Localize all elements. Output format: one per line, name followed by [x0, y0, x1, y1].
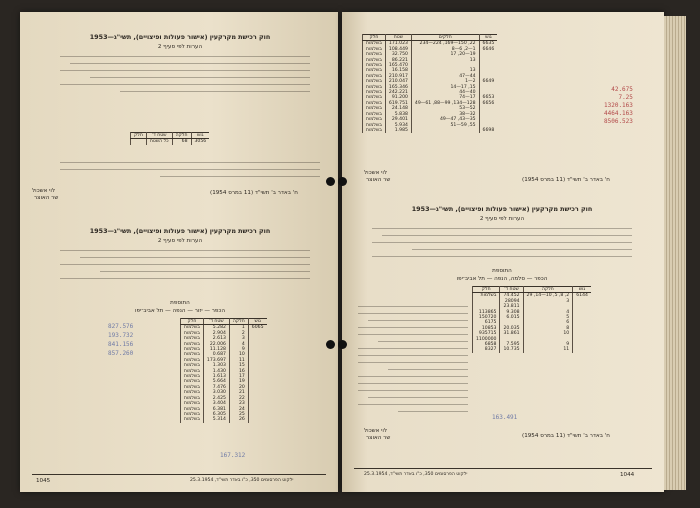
table-cell: בשלמות	[363, 74, 386, 79]
table-cell: 11.128	[203, 347, 229, 352]
table-cell: 13	[411, 58, 479, 63]
table-cell: בשלמות	[363, 68, 386, 73]
table-cell: בשלמות	[181, 342, 204, 347]
table-cell: 2.613	[203, 336, 229, 341]
table-cell: 6.305	[203, 412, 229, 417]
table-cell: בשלמות	[181, 325, 204, 331]
table-header-cell: חלק	[363, 35, 386, 41]
left-mid-notice-heading: הערות לפי סעיף 2	[157, 238, 203, 244]
table-header-cell: חלקה	[229, 319, 248, 325]
left-mid-body-text	[60, 248, 310, 288]
table-cell: בשלמות	[181, 347, 204, 352]
table-header-cell: חלק	[473, 287, 500, 293]
table-cell: בשלמות	[181, 385, 204, 390]
table-cell	[411, 128, 479, 133]
table-cell: 5.282	[203, 325, 229, 331]
table-cell: 1.985	[385, 128, 411, 133]
table-cell: 68	[172, 139, 191, 145]
table-cell: בשלמות	[363, 112, 386, 117]
right-mid-notice-heading: הערות לפי סעיף 2	[479, 216, 525, 222]
table-cell: 6646	[479, 47, 497, 52]
handwritten-margin-notes-right: 42.675 7.25 1320.163 4464.163 8506.523	[604, 86, 633, 125]
table-cell: בשלמות	[181, 379, 204, 384]
table-cell: 7.476	[203, 385, 229, 390]
table-cell: 5.664	[203, 379, 229, 384]
table-header-cell: גוש	[191, 133, 209, 139]
table-cell: 44—47	[411, 74, 479, 79]
table-cell: 10	[523, 331, 573, 336]
table-cell: 23	[229, 401, 248, 406]
table-cell: 40—44	[411, 90, 479, 95]
table-cell: 74.452	[500, 293, 523, 299]
table-cell: 9	[229, 347, 248, 352]
table-cell: 2.425	[203, 396, 229, 401]
table-cell: 5	[523, 315, 573, 320]
table-cell: בשלמות	[363, 52, 386, 57]
table-cell: 19	[229, 379, 248, 384]
right-mid-description-column	[358, 302, 468, 422]
table-cell: 13	[411, 68, 479, 73]
table-cell: 1—2, 6—8	[411, 47, 479, 52]
table-header-cell: חלק	[131, 133, 147, 139]
table-cell: 3.030	[203, 390, 229, 395]
left-top-signature-name: לוי אשכול	[32, 188, 56, 194]
table-cell: 8	[523, 326, 573, 331]
table-cell: 17	[229, 374, 248, 379]
right-mid-table-title: התוספת	[492, 268, 512, 274]
table-cell: בשלמות	[363, 47, 386, 52]
right-top-date: ח' באדר ב' תשי"ד (11 במרס 1954)	[522, 177, 610, 183]
table-cell: 150720	[473, 315, 500, 320]
table-cell: בשלמות	[181, 407, 204, 412]
table-cell: 242.221	[385, 90, 411, 95]
table-cell: 24.148	[385, 106, 411, 111]
table-cell: 17—74	[411, 95, 479, 100]
table-cell: 35—43, 47—49	[411, 117, 479, 122]
table-cell: בשלמות	[363, 63, 386, 68]
table-cell: בשלמות	[363, 106, 386, 111]
table-cell: 55, 59—51	[411, 123, 479, 128]
table-cell: 6656	[479, 101, 497, 106]
handwritten-margin-notes: 827.576 193.732 841.156 857.260	[108, 323, 134, 357]
table-cell: בשלמות	[181, 374, 204, 379]
table-cell: 10853	[473, 326, 500, 331]
table-cell: בשלמות	[181, 401, 204, 406]
table-cell: 935715	[473, 331, 500, 336]
table-cell: 173.697	[203, 358, 229, 363]
table-cell: 108.449	[385, 47, 411, 52]
right-page-number: 1044	[620, 472, 635, 478]
table-header-cell: גוש	[479, 35, 497, 41]
left-footer-rule	[32, 474, 326, 475]
table-cell: 6144	[573, 293, 591, 299]
page-edges	[664, 16, 686, 490]
right-mid-signature-role: שר האוצר	[366, 435, 391, 441]
table-cell: בשלמות	[181, 412, 204, 417]
table-cell: 8327	[473, 347, 500, 352]
table-cell: 20	[229, 385, 248, 390]
table-cell: בשלמות	[181, 369, 204, 374]
table-cell: 2.904	[203, 331, 229, 336]
right-mid-signature-name: לוי אשכול	[364, 428, 388, 434]
right-footer-issue: ילקוט הפרסומים 350, כ"ו באדר תשי"ד, 25.3.1954	[364, 472, 468, 477]
table-cell: 52—53	[411, 106, 479, 111]
table-cell: בשלמות	[363, 79, 386, 84]
left-top-footnote	[60, 160, 320, 180]
table-cell: 6.015	[500, 315, 523, 320]
table-cell: 619.751	[385, 101, 411, 106]
handwritten-bottom-note-right: 163.491	[492, 414, 518, 421]
table-cell: 7.595	[500, 342, 523, 347]
table-cell: 28094	[500, 299, 523, 304]
table-cell: 3	[523, 299, 573, 304]
table-cell: כל השטח	[146, 139, 172, 145]
table-cell: 4	[523, 310, 573, 315]
table-cell: 22.006	[203, 342, 229, 347]
table-cell: 31.861	[500, 331, 523, 336]
table-cell: 10	[229, 352, 248, 357]
table-cell: 1.430	[203, 369, 229, 374]
table-cell: 6.381	[203, 407, 229, 412]
table-header-cell: שטח ד'	[203, 319, 229, 325]
table-cell: בשלמות	[181, 336, 204, 341]
table-cell: בשלמות	[363, 117, 386, 122]
table-cell: 20.035	[500, 326, 523, 331]
left-footer-issue: ילקוט הפרסומים 350, כ"ו באדר תשי"ד, 25.3.1954	[190, 478, 294, 483]
table-header-cell: חלקה	[172, 133, 191, 139]
table-cell: 6649	[479, 79, 497, 84]
left-page-number: 1045	[36, 478, 51, 484]
table-row	[181, 417, 267, 422]
right-mid-table-subtitle: הכפר — סלמה, הנפה — תל אביב־יפו	[456, 276, 548, 282]
table-cell: בשלמות	[363, 58, 386, 63]
table-cell: בשלמות	[181, 331, 204, 336]
table-cell: 22	[229, 396, 248, 401]
table-cell: בשלמות	[363, 123, 386, 128]
left-page	[20, 12, 338, 492]
table-header-cell: חלקה	[523, 287, 573, 293]
table-cell: 11	[229, 358, 248, 363]
table-cell: בשלמות	[181, 390, 204, 395]
table-cell: 2	[229, 331, 248, 336]
left-mid-table	[180, 318, 267, 423]
table-cell: 1100000	[473, 337, 500, 342]
left-mid-table-title: התוספת	[170, 300, 190, 306]
table-cell: 165.346	[385, 85, 411, 90]
left-top-notice-heading: הערות לפי סעיף 2	[157, 44, 203, 50]
table-cell: בשלמות	[363, 90, 386, 95]
table-cell: בשלמות	[363, 41, 386, 47]
table-row	[473, 347, 591, 352]
table-cell: 11	[523, 347, 573, 352]
right-mid-title: חוק רכישת מקרקעין (אישור פעולות ופיצויים), תשי"ג—1953	[411, 205, 593, 213]
left-top-title: חוק רכישת מקרקעין (אישור פעולות ופיצויים), תשי"ג—1953	[89, 33, 271, 41]
table-cell: 5.934	[385, 123, 411, 128]
table-cell: 23.811	[500, 304, 523, 309]
table-cell: 6175	[473, 320, 500, 325]
table-header-cell: שטח ד'	[500, 287, 523, 293]
table-cell: 9.308	[500, 310, 523, 315]
table-cell: 1.613	[203, 374, 229, 379]
table-cell: 16.158	[385, 68, 411, 73]
table-cell: 3.404	[203, 401, 229, 406]
table-header-cell: גוש	[248, 319, 266, 325]
right-mid-date: ח' באדר ב' תשי"ד (11 במרס 1954)	[522, 433, 610, 439]
table-cell: 1	[229, 325, 248, 331]
table-header-cell: שטח ד'	[146, 133, 172, 139]
table-cell: 29.401	[385, 117, 411, 122]
table-cell: בשלמות	[181, 358, 204, 363]
table-cell: 25	[229, 412, 248, 417]
binding-hole-icon	[338, 177, 347, 186]
table-header-cell: חלק	[181, 319, 204, 325]
table-cell: בשלמות	[181, 417, 204, 422]
table-cell: 6	[523, 320, 573, 325]
table-cell: בשלמות	[363, 85, 386, 90]
table-header-cell: גוש	[573, 287, 591, 293]
left-top-signature-role: שר האוצר	[34, 195, 59, 201]
table-cell: 32—38	[411, 112, 479, 117]
table-cell: 22, 150—169, 224—234	[411, 41, 479, 47]
table-cell: בשלמות	[363, 101, 386, 106]
table-cell	[573, 347, 591, 352]
left-top-table	[130, 132, 209, 145]
binding-hole-icon	[326, 340, 335, 349]
left-top-date: ח' באדר ב' תשי"ד (11 במרס 1954)	[210, 190, 298, 196]
table-cell: 5.314	[203, 417, 229, 422]
table-cell: 4	[229, 342, 248, 347]
table-cell: 6065	[248, 325, 266, 331]
table-header-cell: חלקים	[411, 35, 479, 41]
table-cell: 2—1	[411, 79, 479, 84]
table-cell: 16	[229, 369, 248, 374]
table-cell: 3056	[191, 139, 209, 145]
table-cell: 15	[229, 363, 248, 368]
left-mid-table-subtitle: הכפר — יזור — הנפה — תל אביב־יפו	[134, 308, 225, 314]
table-cell: 5.838	[385, 112, 411, 117]
table-cell: 6635	[479, 41, 497, 47]
table-cell: 10.735	[500, 347, 523, 352]
table-row	[131, 139, 210, 145]
table-cell: 6698	[479, 128, 497, 133]
right-mid-body-text	[372, 226, 632, 266]
right-page	[342, 12, 664, 492]
table-cell: 24	[229, 407, 248, 412]
table-row	[363, 128, 498, 133]
table-cell: 19—20, 17	[411, 52, 479, 57]
table-cell: 6653	[479, 95, 497, 100]
handwritten-bottom-note: 167.312	[220, 452, 246, 459]
table-cell: 15, 17—14	[411, 85, 479, 90]
table-cell: 32.750	[385, 52, 411, 57]
table-cell	[248, 417, 266, 422]
table-cell: בשלמות	[473, 293, 500, 299]
table-cell: 113865	[473, 310, 500, 315]
table-cell: 128—134, 99—88, 61—49	[411, 101, 479, 106]
table-cell: 91.200	[385, 95, 411, 100]
table-cell: 165.470	[385, 63, 411, 68]
table-cell: 1.303	[203, 363, 229, 368]
table-cell: 86.221	[385, 58, 411, 63]
right-top-signature-name: לוי אשכול	[364, 170, 388, 176]
table-cell: בשלמות	[363, 128, 386, 133]
left-top-body-text	[60, 54, 310, 100]
left-mid-title: חוק רכישת מקרקעין (אישור פעולות ופיצויים), תשי"ג—1953	[89, 227, 271, 235]
right-top-table	[362, 34, 497, 133]
table-cell: 26	[229, 417, 248, 422]
binding-hole-icon	[326, 177, 335, 186]
binding-hole-icon	[338, 340, 347, 349]
table-cell: בשלמות	[181, 396, 204, 401]
table-cell: 171.023	[385, 41, 411, 47]
right-top-signature-role: שר האוצר	[366, 177, 391, 183]
table-cell: 9	[523, 342, 573, 347]
table-cell: 21	[229, 390, 248, 395]
table-cell: בשלמות	[181, 352, 204, 357]
table-cell: 3	[229, 336, 248, 341]
table-cell: 6858	[473, 342, 500, 347]
table-cell: בשלמות	[181, 363, 204, 368]
table-cell: 210.917	[385, 74, 411, 79]
right-footer-rule	[354, 468, 652, 469]
table-cell: 210.047	[385, 79, 411, 84]
table-row	[181, 325, 267, 331]
table-cell: בשלמות	[363, 95, 386, 100]
right-mid-table	[472, 286, 591, 353]
table-cell: 2, 8, 5, 10—14, 29	[523, 293, 573, 299]
table-cell	[131, 139, 147, 145]
table-cell: 0.687	[203, 352, 229, 357]
table-header-cell: שטח	[385, 35, 411, 41]
